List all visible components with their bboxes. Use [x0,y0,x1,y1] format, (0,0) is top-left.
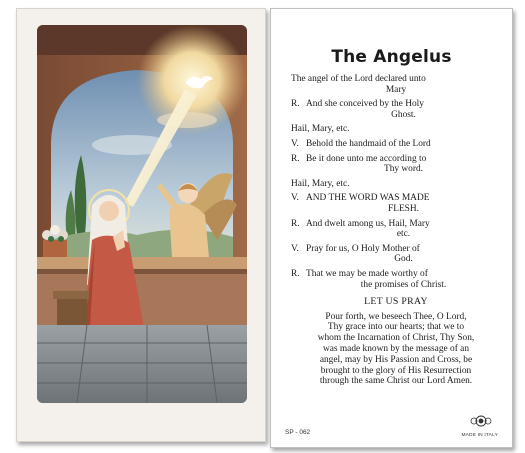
line-text: The angel of the Lord declared unto [291,74,426,84]
card-title: The Angelus [331,47,452,67]
line-mark: V. [291,193,299,204]
closing-line: angel, may by His Passion and Cross, be [319,354,473,365]
closing-line: Thy grace into our hearts; that we to [327,322,465,333]
publisher-seal-icon [470,415,492,427]
holy-card-back [270,8,513,448]
line-continuation: the promises of Christ. [360,279,447,290]
closing-line: whom the Incarnation of Christ, Thy Son, [317,333,475,344]
line-continuation: Thy word. [383,164,424,175]
line-continuation: etc. [396,229,411,240]
line-mark: R. [291,153,300,164]
line-text: And dwelt among us, Hail, Mary [306,218,430,229]
line-text: Hail, Mary, etc. [291,124,350,135]
line-continuation: God. [394,254,413,265]
prayer-line [291,139,501,150]
made-in-italy-label: MADE IN ITALY [461,433,498,438]
let-us-pray-heading: LET US PRAY [364,296,428,308]
line-text: AND THE WORD WAS MADE [306,193,430,204]
prayer-line [291,269,501,290]
line-mark: R. [291,218,300,229]
prayer-line [291,179,501,190]
prayer-line [291,244,501,265]
line-continuation: Mary [385,84,407,95]
line-text: That we may be made worthy of [306,268,428,279]
line-mark: V. [291,243,299,254]
holy-card-front [16,8,266,442]
prayer-text [291,74,501,387]
line-text: And she conceived by the Holy [306,99,424,110]
line-mark: R. [291,99,300,110]
line-text: Pray for us, O Holy Mother of [306,243,420,254]
line-text: Behold the handmaid of the Lord [306,138,431,149]
prayer-line [291,193,501,214]
closing-line: through the same Christ our Lord Amen. [319,376,473,387]
line-text: Hail, Mary, etc. [291,178,350,189]
closing-line: was made known by the message of an [322,344,470,355]
closing-line: brought to the glory of His Resurrection [320,365,472,376]
closing-prayer [291,312,501,388]
line-continuation: Ghost. [391,109,416,120]
prayer-line [291,154,501,175]
line-mark: V. [291,138,299,149]
line-text: Be it done unto me according to [306,153,427,164]
closing-line: Pour forth, we beseech Thee, O Lord, [325,311,467,322]
prayer-line [291,74,501,95]
line-continuation: FLESH. [388,203,419,214]
line-mark: R. [291,268,300,279]
prayer-line [291,124,501,135]
product-code: SP - 062 [285,429,311,436]
prayer-line [291,219,501,240]
annunciation-painting [37,25,247,403]
prayer-line [291,99,501,120]
